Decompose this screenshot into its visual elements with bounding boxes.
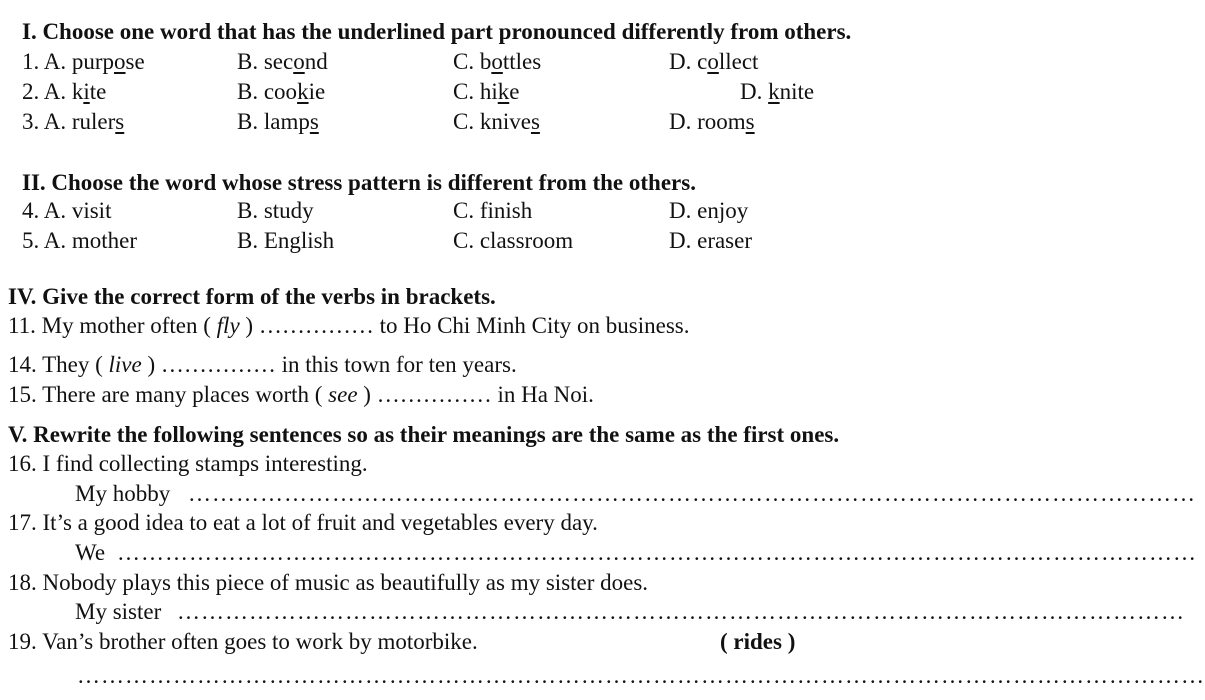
q4-option-b: B. study: [237, 198, 314, 223]
q2-b-underlined: k: [297, 79, 309, 104]
q3-a-pre: ruler: [71, 109, 116, 134]
q16-answer-line[interactable]: ………………………………………………………………………………………………………………: [188, 481, 1196, 506]
section-5-heading: V. Rewrite the following sentences so as their meanings are the same as the first ones.: [8, 422, 840, 447]
question-16: 16. I find collecting stamps interesting.: [8, 451, 368, 476]
question-17: 17. It’s a good idea to eat a lot of fruit and vegetables every day.: [8, 510, 598, 535]
question-19: 19. Van’s brother often goes to work by motorbike.: [8, 629, 478, 654]
q3-option-a: [22, 108, 124, 136]
q1-d-pre: D. c: [669, 49, 708, 74]
q3-d-underlined: s: [745, 109, 755, 134]
section-4-heading: IV. Give the correct form of the verbs in brackets.: [8, 284, 496, 309]
q2-d-underlined: k: [768, 79, 780, 104]
q14-verb: live: [108, 352, 142, 377]
q15-pre: 15. There are many places worth (: [8, 382, 329, 407]
q3-d-pre: D. room: [669, 109, 746, 134]
q14-pre: 14. They (: [8, 352, 109, 377]
q1-a-pre: purp: [71, 49, 115, 74]
q14-post: ) …………… in this town for ten years.: [141, 352, 517, 377]
q3-c-underlined: s: [530, 109, 540, 134]
q1-b-pre: B. sec: [237, 49, 294, 74]
q3-option-b: [237, 108, 319, 136]
q1-a-underlined: o: [114, 49, 126, 74]
q2-option-d: [740, 78, 814, 106]
q3-option-d: [669, 108, 755, 136]
q1-option-a: [22, 48, 145, 76]
q3-option-c: [453, 108, 540, 136]
q1-number: 1. A.: [22, 49, 72, 74]
q1-c-pre: C. b: [453, 49, 492, 74]
q2-b-pre: B. coo: [237, 79, 298, 104]
q3-a-underlined: s: [115, 109, 125, 134]
q3-number: 3. A.: [22, 109, 72, 134]
q1-c-underlined: o: [491, 49, 503, 74]
q11-pre: 11. My mother often (: [8, 313, 217, 338]
q19-hint: ( rides ): [720, 629, 796, 654]
q19-answer-line[interactable]: ……………………………………………………………………………………………………………………………: [77, 663, 1205, 688]
q17-prompt: We: [75, 540, 106, 565]
q1-a-post: se: [125, 49, 145, 74]
q2-option-c: [453, 78, 519, 106]
q5-option-c: C. classroom: [453, 228, 574, 253]
question-15: [8, 381, 594, 409]
q1-option-c: [453, 48, 541, 76]
q15-verb: see: [328, 382, 358, 407]
q2-b-post: ie: [308, 79, 326, 104]
question-11: [8, 312, 689, 340]
q11-verb: fly: [216, 313, 240, 338]
q5-option-d: D. eraser: [669, 228, 753, 253]
q16-prompt: My hobby: [75, 481, 171, 506]
q5-option-b: B. English: [237, 228, 335, 253]
q3-b-underlined: s: [309, 109, 319, 134]
q2-number: 2. A.: [22, 79, 72, 104]
section-2-heading: II. Choose the word whose stress pattern is different from the others.: [22, 170, 696, 195]
q2-c-pre: C. hi: [453, 79, 498, 104]
q2-a-underlined: i: [83, 79, 90, 104]
q2-a-pre: k: [71, 79, 84, 104]
q18-prompt: My sister: [75, 599, 162, 624]
question-14: [8, 351, 517, 379]
q18-answer-line[interactable]: ………………………………………………………………………………………………………………: [177, 599, 1185, 624]
q2-option-b: [237, 78, 325, 106]
q17-answer-line[interactable]: ………………………………………………………………………………………………………………………: [117, 540, 1197, 565]
q5-option-a: 5. A. mother: [22, 228, 137, 253]
q4-option-c: C. finish: [453, 198, 533, 223]
q2-a-post: te: [89, 79, 107, 104]
q2-d-pre: D.: [740, 79, 769, 104]
q2-c-post: e: [509, 79, 520, 104]
q4-option-d: D. enjoy: [669, 198, 749, 223]
q1-option-b: [237, 48, 328, 76]
q4-option-a: 4. A. visit: [22, 198, 112, 223]
q1-option-d: [669, 48, 758, 76]
q1-b-post: nd: [304, 49, 328, 74]
q2-c-underlined: k: [497, 79, 510, 104]
q2-option-a: [22, 78, 106, 106]
section-1-heading: I. Choose one word that has the underlined part pronounced differently from others.: [22, 19, 852, 44]
q1-d-underlined: o: [707, 49, 719, 74]
q15-post: ) …………… in Ha Noi.: [357, 382, 594, 407]
q11-post: ) …………… to Ho Chi Minh City on business.: [239, 313, 690, 338]
q1-b-underlined: o: [293, 49, 305, 74]
q3-b-pre: B. lamp: [237, 109, 310, 134]
q1-c-post: ttles: [502, 49, 542, 74]
q3-c-pre: C. knive: [453, 109, 531, 134]
q1-d-post: llect: [718, 49, 759, 74]
q2-d-post: nite: [779, 79, 815, 104]
question-18: 18. Nobody plays this piece of music as beautifully as my sister does.: [8, 570, 649, 595]
